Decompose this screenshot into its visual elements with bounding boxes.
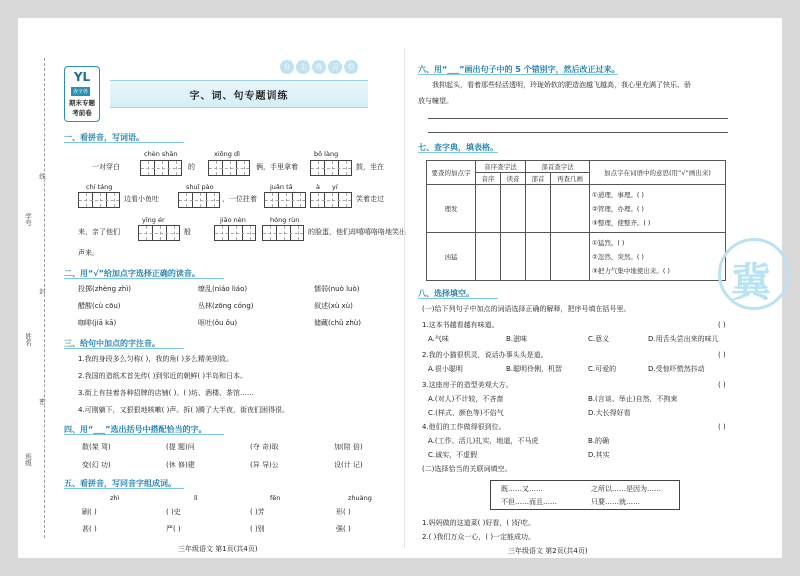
s1-pinyin-juanta: juǎn tā [270,183,293,191]
s8-q3-c: C.(样式、颜色等)不俗气 [428,409,504,417]
footer-page-1: 三年级语文 第1页(共4页) [178,545,258,553]
s1-pinyin-hongrun: hóng rùn [270,216,300,224]
s8-q3-b: B.(言谈、举止)自然，不拘束 [588,395,678,403]
logo-mark: YL [73,70,91,84]
s8-q4-a: A.(工作、活儿)扎实，地道，不马虎 [428,437,539,445]
section-4-rule [64,434,224,435]
s5-r2-c4: 强( ) [336,525,351,533]
tag-char-2: 主 [296,60,310,74]
section-7-rule [418,152,498,153]
s2-item-3-2: 呕吐(ǒu ǒu) [198,319,238,327]
seal-mark-mi: 密 [38,398,46,405]
s1-row2-end: 笑着走过 [356,195,384,203]
s4-r1-c3: (夺 奇)取 [250,443,279,451]
write-grid-ayi[interactable] [310,192,352,208]
s2-item-2-1: 醋酸(cù cōu) [78,302,121,310]
s6-passage-line-2: 放与幢望。 [418,97,453,105]
seal-mark-xian: 线 [38,173,46,180]
s8-q4-paren[interactable]: ( ) [718,423,726,431]
section-5-rule [64,488,184,489]
s4-r1-c2: (提 题)问 [166,443,195,451]
s3-item-1: 1.我的身段多么匀称( )，我的角( )多么精美别致。 [78,355,234,363]
dictionary-table [426,160,726,281]
xiongmeng-option-3[interactable]: ③把力气集中地使出来。( ) [592,266,670,275]
s1-row1-pre: 一对穿白 [92,163,120,171]
write-grid-yinger[interactable] [138,225,180,241]
s4-r1-c4: 加(陪 倍) [334,443,363,451]
s1-row2-mid1: 边看小鱼吐 [124,195,159,203]
s5-r2-c1: 甚( ) [82,525,97,533]
conjunction-box [490,480,680,510]
s8-fill-1: 1.妈妈做的这道菜( )好看，( )好吃。 [422,519,536,527]
xiongmeng-option-2[interactable]: ②忽然，突然。( ) [592,252,644,261]
s1-row3-mid: 般 [184,228,191,236]
s3-item-3: 3.街上有挂着各种招牌的店铺( )、( )坊、酒楼、茶馆…… [78,389,255,397]
s4-r2-c3: (异 导)公 [250,461,279,469]
s5-r2-c2: 严( ) [166,525,181,533]
cell-yinxu-2[interactable] [476,233,501,281]
th-yinxu: 音序 [476,173,501,185]
s5-r1-c3: ( )芳 [250,508,265,516]
section-4-title: 四、用“___”选出括号中搭配恰当的字。 [64,425,207,434]
s5-pinyin-zhi: zhì [110,494,120,502]
page-divider [404,48,405,548]
s1-pinyin-chenshan: chèn shān [144,150,178,158]
lifa-option-3[interactable]: ③整理，使整齐。( ) [592,218,651,227]
th-duyin: 读音 [501,173,526,185]
s8-q1-c: C.意义 [588,335,610,343]
s1-row1-mid: 的 [188,163,195,171]
province-stamp [718,238,790,310]
th-meaning: 加点字在词语中的意思(用“√”画出来) [590,161,726,185]
s5-pinyin-li: lì [194,494,198,502]
s8-q3-paren[interactable]: ( ) [718,381,726,389]
s5-r1-c1: 刷( ) [82,508,97,516]
section-2-rule [64,278,224,279]
side-label-student-number: 学号 [24,213,32,226]
series-line-2: 考前卷 [72,109,92,117]
s8-q1-paren[interactable]: ( ) [718,321,726,329]
series-line-1: 期末专题 [69,99,95,107]
s8-q1-a: A.气味 [428,335,449,343]
s8-q4-stem: 4.他们的工作做得很到位。 [422,423,506,431]
s5-r1-c2: ( )史 [166,508,181,516]
th-bushou: 部首 [526,173,551,185]
s8-q3-d: D.大长得好看 [588,409,631,417]
footer-page-2: 三年级语文 第2页(共4页) [508,547,588,555]
s1-row3-pre: 来，亲了他们 [78,228,120,236]
s8-fill-2: 2.( )我们万众一心，( )一定能成功。 [422,533,536,541]
s2-item-3-1: 咖啡(jiā kā) [78,319,117,327]
th-jihua: 再查几画 [551,173,590,185]
tag-char-3: 练 [312,60,326,74]
s2-item-1-3: 懦弱(nuò luò) [314,285,360,293]
s1-pinyin-chitang: chí táng [86,183,113,191]
page-title: 字、词、句专题训练 [189,91,289,102]
row-word-lifa: 理发 [427,185,476,233]
tag-char-4: 习 [328,60,342,74]
section-1-rule [64,142,184,143]
s1-pinyin-jiaonen: jiāo nèn [220,216,246,224]
write-grid-chitang[interactable] [78,192,120,208]
s8-q4-d: D.其实 [588,451,610,459]
side-label-name: 姓名 [24,333,32,346]
s4-r2-c2: (休 修)建 [166,461,195,469]
write-grid-juanta[interactable] [264,192,306,208]
margin-seal-line [44,58,45,538]
s1-pinyin-a: à [316,183,320,191]
s8-q2-stem: 2.我的小猫很机灵，说话办事头头是道。 [422,351,548,359]
s4-r2-c1: 变(幻 功) [82,461,111,469]
s8-q3-stem: 3.这座房子的造型美观大方。 [422,381,513,389]
s2-item-1-2: 缭乱(niáo liáo) [198,285,248,293]
s1-pinyin-yi: yí [332,183,338,191]
s2-item-2-3: 叙述(xù xù) [314,302,353,310]
answer-line-2[interactable] [428,132,728,133]
s8-sub2: (二)选择恰当的关联词填空。 [422,465,512,473]
section-3-title: 三、给句中加点的字注音。 [64,339,160,348]
section-1-title: 一、看拼音，写词语。 [64,133,144,142]
side-label-class: 班级 [24,453,32,466]
section-6-title: 六、用“___”画出句子中的 5 个错别字，然后改正过来。 [418,65,620,74]
s1-row3-end: 的脸蛋，他们却嘻嘻咯咯地笑出 [308,228,406,236]
s3-item-2: 2.我国的造纸术首先传( )到邻近的朝鲜( )半岛和日本。 [78,372,248,380]
cell-jihua-2[interactable] [551,233,590,281]
s8-q4-b: B.的确 [588,437,610,445]
lifa-option-1[interactable]: ①道理，事理。( ) [592,190,644,199]
s8-q2-b: B.聪明伶俐，机智 [506,365,563,373]
th-bushou-method: 部首查字法 [526,161,590,173]
s8-q2-a: A.很小聪明 [428,365,463,373]
cell-duyin-2[interactable] [501,233,526,281]
s1-pinyin-xiongdi: xiōng dì [214,150,240,158]
section-3-rule [64,348,184,349]
s8-q1-d: D.用舌头尝出来的味儿 [648,335,719,343]
section-5-title: 五、看拼音，写同音字组成词。 [64,479,176,488]
s1-row1-end: 鼓，坐在 [356,163,384,171]
section-6-rule [418,74,618,75]
write-grid-chenshan[interactable] [140,160,182,176]
conj-3: 不但……而且…… [501,498,557,506]
cell-bushou-1[interactable] [526,185,551,233]
write-grid-hongrun[interactable] [262,225,304,241]
s8-q1-stem: 1.这本书越看越有味道。 [422,321,499,329]
logo-subtext: 查字兽 [73,89,89,95]
exam-sheet [18,18,782,558]
write-grid-bolang[interactable] [310,160,352,176]
s1-pinyin-shuipao: shuǐ pào [186,183,214,191]
s4-r1-c1: 散(架 驾) [82,443,111,451]
s5-pinyin-zhuang: zhuàng [348,494,372,502]
s2-item-1-1: 投掷(zhèng zhì) [78,285,132,293]
s8-q2-paren[interactable]: ( ) [718,351,726,359]
series-logo [64,66,100,122]
cell-jihua-1[interactable] [551,185,590,233]
conj-2: 之所以……是因为…… [591,485,661,493]
s8-q4-c: C.诚实，不虚假 [428,451,478,459]
s8-q1-b: B.滋味 [506,335,528,343]
s2-item-2-2: 丛林(zōng cóng) [198,302,254,310]
section-2-title: 二、用“√”给加点字选择正确的读音。 [64,269,200,278]
s6-passage-line-1: 我抑起头，看着那些轻活透明，玲珑娇软的肥造泡越飞越高，我心里充满了快乐、骄 [432,81,691,89]
s8-sub1: (一)给下列句子中加点的词语选择正确的解释，把序号填在括号里。 [422,305,631,313]
s1-row4: 声来。 [78,249,99,257]
s2-item-3-3: 储藏(chǔ zhù) [314,319,361,327]
s4-r2-c4: 设(计 记) [334,461,363,469]
s8-q2-c: C.可爱的 [588,365,617,373]
cell-bushou-2[interactable] [526,233,551,281]
conj-4: 只要……就…… [591,498,640,506]
row-word-xiongmeng: 凶猛 [427,233,476,281]
s8-q2-d: D.受惊吓慌然抖动 [648,365,705,373]
header-tag-row [280,60,358,76]
write-grid-jiaonen[interactable] [214,225,256,241]
cell-yinxu-1[interactable] [476,185,501,233]
s8-q3-a: A.(对人)不计较，不吝啬 [428,395,504,403]
s1-pinyin-yinger: yīng ér [142,216,165,224]
s5-pinyin-fen: fēn [270,494,281,502]
xiongmeng-option-1[interactable]: ①猛烈。( ) [592,238,625,247]
section-8-rule [418,298,498,299]
s1-pinyin-bolang: bō làng [314,150,339,158]
th-target-char: 要查的加点字 [427,161,476,185]
stamp-char: 冀 [731,260,771,306]
s3-item-4: 4.可刚躺下，又狠狠地咳嗽( )声。拆( )腾了大半夜，街夜们困得很。 [78,406,290,414]
conj-1: 既……又…… [501,485,543,493]
s1-row2-mid2: ，一位拄着 [222,195,257,203]
write-grid-xiongdi[interactable] [208,160,250,176]
tag-char-1: 自 [280,60,294,74]
s5-r2-c3: ( )别 [250,525,265,533]
s1-row1-post: 俩，手里拿着 [256,163,298,171]
section-8-title: 八、选择填空。 [418,289,474,298]
section-7-title: 七、查字典，填表格。 [418,143,498,152]
th-yinxu-method: 音序查字法 [476,161,526,173]
write-grid-shuipao[interactable] [178,192,220,208]
seal-mark-feng: 封 [38,288,46,295]
tag-char-5: 卷 [344,60,358,74]
s5-r1-c4: 形( ) [336,508,351,516]
lifa-option-2[interactable]: ②管理，办理。( ) [592,204,644,213]
answer-line-1[interactable] [428,118,728,119]
cell-duyin-1[interactable] [501,185,526,233]
